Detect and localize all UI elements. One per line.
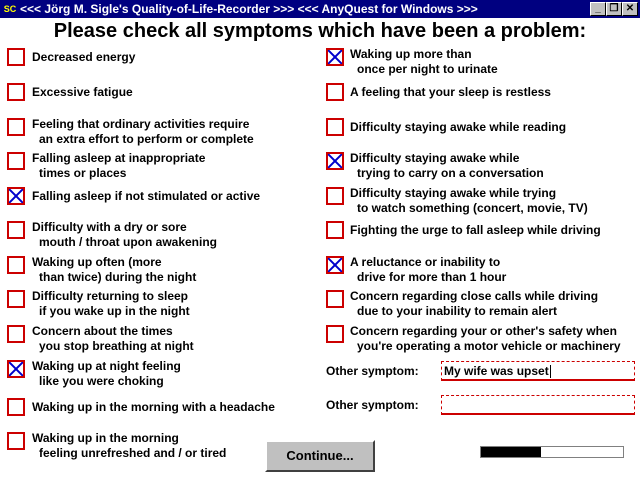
symptom-checkbox[interactable] — [7, 290, 25, 308]
symptom-label-line2: times or places — [39, 166, 127, 180]
symptom-label-line1: Difficulty staying awake while — [350, 151, 520, 165]
symptom-checkbox[interactable] — [326, 83, 344, 101]
close-button[interactable]: ✕ — [622, 2, 638, 16]
check-x-icon — [328, 154, 342, 168]
symptom-label-line1: Excessive fatigue — [32, 85, 133, 99]
symptom-checkbox[interactable] — [7, 187, 25, 205]
symptom-label-line1: Difficulty staying awake while trying — [350, 186, 557, 200]
other-symptom-label: Other symptom: — [326, 398, 419, 412]
continue-button[interactable]: Continue... — [265, 440, 375, 472]
symptom-label[interactable] — [350, 120, 566, 135]
symptom-label-line1: Feeling that ordinary activities require — [32, 117, 250, 131]
symptom-checkbox[interactable] — [7, 221, 25, 239]
symptom-checkbox[interactable] — [7, 432, 25, 450]
symptom-label[interactable] — [32, 189, 260, 204]
symptom-label[interactable] — [32, 324, 194, 354]
symptom-label-line1: Fighting the urge to fall asleep while driving — [350, 223, 601, 237]
symptom-label-line1: A feeling that your sleep is restless — [350, 85, 551, 99]
symptom-label[interactable] — [32, 400, 275, 415]
symptom-checkbox[interactable] — [326, 290, 344, 308]
symptom-label-line1: Concern regarding your or other's safety when — [350, 324, 617, 338]
symptom-label[interactable] — [32, 431, 226, 461]
symptom-label[interactable] — [350, 324, 621, 354]
text-caret — [550, 365, 551, 378]
symptom-label[interactable] — [350, 255, 506, 285]
symptom-label[interactable] — [350, 85, 551, 100]
minimize-button[interactable]: _ — [590, 2, 606, 16]
symptom-checkbox[interactable] — [7, 325, 25, 343]
symptom-label-line2: you're operating a motor vehicle or machinery — [357, 339, 621, 353]
other-symptom-value: My wife was upset — [444, 364, 549, 378]
symptom-label[interactable] — [350, 289, 598, 319]
progress-bar — [480, 446, 624, 458]
symptom-label-line1: Concern regarding close calls while driving — [350, 289, 599, 303]
symptom-label-line1: Waking up in the morning — [32, 431, 179, 445]
check-x-icon — [328, 258, 342, 272]
symptom-label-line1: Difficulty with a dry or sore — [32, 220, 187, 234]
symptom-checkbox[interactable] — [7, 256, 25, 274]
symptom-label-line1: Concern about the times — [32, 324, 173, 338]
symptom-checkbox[interactable] — [326, 152, 344, 170]
symptom-checkbox[interactable] — [326, 48, 344, 66]
symptom-checkbox[interactable] — [7, 118, 25, 136]
restore-button[interactable]: ❐ — [606, 2, 622, 16]
symptom-label-line1: Waking up often (more — [32, 255, 162, 269]
symptom-checkbox[interactable] — [7, 83, 25, 101]
window-title: <<< Jörg M. Sigle's Quality-of-Life-Recorder >>> <<< AnyQuest for Windows >>> — [20, 2, 478, 16]
check-x-icon — [328, 50, 342, 64]
symptom-label-line2: you stop breathing at night — [39, 339, 194, 353]
symptom-label-line2: once per night to urinate — [357, 62, 498, 76]
symptom-label-line2: drive for more than 1 hour — [357, 270, 507, 284]
symptom-label[interactable] — [32, 359, 181, 389]
symptom-label-line1: Decreased energy — [32, 50, 136, 64]
symptom-label-line2: mouth / throat upon awakening — [39, 235, 217, 249]
symptom-label[interactable] — [350, 186, 588, 216]
symptom-label-line1: A reluctance or inability to — [350, 255, 501, 269]
symptom-checkbox[interactable] — [7, 48, 25, 66]
title-bar — [0, 0, 640, 18]
symptom-label[interactable] — [350, 47, 498, 77]
symptom-checkbox[interactable] — [326, 256, 344, 274]
check-x-icon — [9, 189, 23, 203]
symptom-checkbox[interactable] — [7, 360, 25, 378]
app-icon[interactable]: SC — [3, 4, 17, 14]
symptom-label-line2: trying to carry on a conversation — [357, 166, 544, 180]
symptom-label-line2: feeling unrefreshed and / or tired — [39, 446, 227, 460]
symptom-label-line1: Falling asleep at inappropriate — [32, 151, 206, 165]
symptom-label[interactable] — [32, 255, 196, 285]
check-x-icon — [9, 362, 23, 376]
symptom-label[interactable] — [32, 220, 217, 250]
symptom-label-line1: Waking up in the morning with a headache — [32, 400, 275, 414]
other-symptom-input[interactable] — [441, 361, 635, 381]
symptom-checkbox[interactable] — [326, 118, 344, 136]
symptom-label-line2: an extra effort to perform or complete — [39, 132, 254, 146]
symptom-label[interactable] — [32, 117, 254, 147]
symptom-label[interactable] — [32, 50, 135, 65]
symptom-label-line2: due to your inability to remain alert — [357, 304, 558, 318]
symptom-checkbox[interactable] — [7, 398, 25, 416]
symptom-label-line2: than twice) during the night — [39, 270, 197, 284]
symptom-label[interactable] — [32, 151, 205, 181]
symptom-label-line2: to watch something (concert, movie, TV) — [357, 201, 588, 215]
symptom-label-line1: Waking up more than — [350, 47, 472, 61]
symptom-label[interactable] — [32, 85, 133, 100]
symptom-label-line2: like you were choking — [39, 374, 164, 388]
symptom-label-line2: if you wake up in the night — [39, 304, 190, 318]
symptom-label-line1: Difficulty returning to sleep — [32, 289, 189, 303]
symptom-checkbox[interactable] — [326, 325, 344, 343]
progress-fill — [481, 447, 541, 457]
symptom-label[interactable] — [350, 223, 601, 238]
page-heading: Please check all symptoms which have been a problem: — [53, 20, 587, 42]
symptom-label[interactable] — [350, 151, 544, 181]
symptom-label-line1: Waking up at night feeling — [32, 359, 181, 373]
symptom-checkbox[interactable] — [7, 152, 25, 170]
symptom-label-line1: Difficulty staying awake while reading — [350, 120, 567, 134]
other-symptom-label: Other symptom: — [326, 364, 419, 378]
symptom-checkbox[interactable] — [326, 221, 344, 239]
symptom-checkbox[interactable] — [326, 187, 344, 205]
symptom-label-line1: Falling asleep if not stimulated or active — [32, 189, 261, 203]
symptom-label[interactable] — [32, 289, 190, 319]
other-symptom-input[interactable] — [441, 395, 635, 415]
